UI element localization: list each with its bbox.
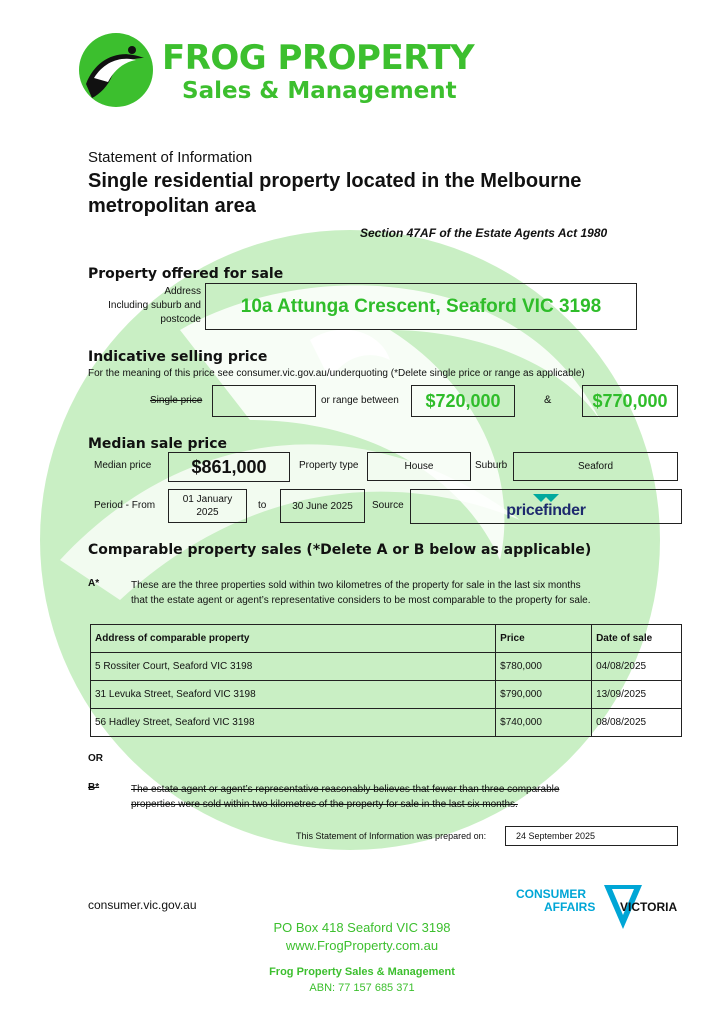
page-title-line1: Single residential property located in the Melbourne [88, 170, 582, 192]
page-title-line2: metropolitan area [88, 195, 256, 217]
column-header-address: Address of comparable property [91, 625, 496, 653]
column-header-date: Date of sale [592, 625, 682, 653]
period-to-field[interactable]: 30 June 2025 [280, 489, 365, 523]
frog-logo-icon [78, 32, 154, 108]
median-section-title: Median sale price [88, 436, 228, 452]
row-address: 5 Rossiter Court, Seaford VIC 3198 [91, 653, 496, 681]
row-address: 56 Hadley Street, Seaford VIC 3198 [91, 709, 496, 737]
act-reference: Section 47AF of the Estate Agents Act 1980 [360, 226, 608, 240]
row-address: 31 Levuka Street, Seaford VIC 3198 [91, 681, 496, 709]
source-field[interactable] [410, 489, 682, 524]
po-box: PO Box 418 Seaford VIC 3198 [273, 920, 451, 935]
comparable-table [90, 624, 682, 737]
property-type-field[interactable]: House [367, 452, 471, 481]
brand-subtitle: Sales & Management [182, 78, 457, 104]
period-from-field[interactable]: 01 January 2025 [168, 489, 247, 523]
consumer-affairs-logo: CONSUMER AFFAIRS VICTORIA [516, 885, 680, 931]
column-header-price: Price [496, 625, 592, 653]
prepared-date-field[interactable]: 24 September 2025 [505, 826, 678, 846]
option-b-text: The estate agent or agent’s representative reasonably believes that fewer than three comparable properties were sold within two kilometres of the property for sale in the last six months. [131, 784, 560, 810]
table-row [91, 709, 682, 737]
brand-name: FROG PROPERTY [162, 38, 475, 78]
to-label: to [258, 500, 267, 511]
company-name: Frog Property Sales & Management [269, 966, 455, 978]
suburb-field[interactable]: Seaford [513, 452, 678, 481]
prepared-label: This Statement of Information was prepared on: [296, 831, 487, 841]
range-high-field[interactable]: $770,000 [582, 385, 678, 417]
or-label: OR [88, 753, 103, 764]
row-price: $740,000 [496, 709, 592, 737]
address-label: Address Including suburb and postcode [108, 286, 201, 325]
suburb-label: Suburb [475, 460, 508, 471]
row-date: 08/08/2025 [592, 709, 682, 737]
property-section-title: Property offered for sale [88, 266, 284, 282]
range-low-field[interactable]: $720,000 [411, 385, 515, 417]
row-date: 04/08/2025 [592, 653, 682, 681]
single-price-field[interactable] [212, 385, 316, 417]
indicative-section-title: Indicative selling price [88, 349, 268, 365]
pricefinder-mark-icon [533, 494, 559, 502]
consumer-website: consumer.vic.gov.au [88, 898, 197, 912]
frog-website-link[interactable]: www.FrogProperty.com.au [285, 938, 439, 953]
option-b-marker: B* [88, 782, 100, 793]
pricefinder-logo: pricefinder [506, 501, 586, 519]
comparable-section-title: Comparable property sales (*Delete A or B below as applicable) [88, 542, 592, 558]
table-row [91, 681, 682, 709]
option-a-marker: A* [88, 578, 100, 589]
period-label: Period - From [94, 500, 156, 511]
single-price-label: Single price [150, 395, 203, 406]
abn: ABN: 77 157 685 371 [309, 982, 415, 994]
source-label: Source [372, 500, 404, 511]
row-price: $780,000 [496, 653, 592, 681]
table-row [91, 653, 682, 681]
option-a-text: These are the three properties sold within two kilometres of the property for sale in the last six months that the estate agent or agent’s representative considers to be most comparable to the property for sale. [131, 580, 591, 606]
median-price-label: Median price [94, 460, 152, 471]
and-label: & [544, 394, 552, 406]
table-header-row [91, 625, 682, 653]
median-price-field[interactable]: $861,000 [168, 452, 290, 482]
row-date: 13/09/2025 [592, 681, 682, 709]
address-field[interactable]: 10a Attunga Crescent, Seaford VIC 3198 [205, 283, 637, 330]
property-type-label: Property type [299, 460, 359, 471]
range-label: or range between [321, 395, 399, 406]
indicative-note: For the meaning of this price see consumer.vic.gov.au/underquoting (*Delete single price or range as applicable) [88, 368, 585, 379]
row-price: $790,000 [496, 681, 592, 709]
statement-label: Statement of Information [88, 149, 253, 166]
